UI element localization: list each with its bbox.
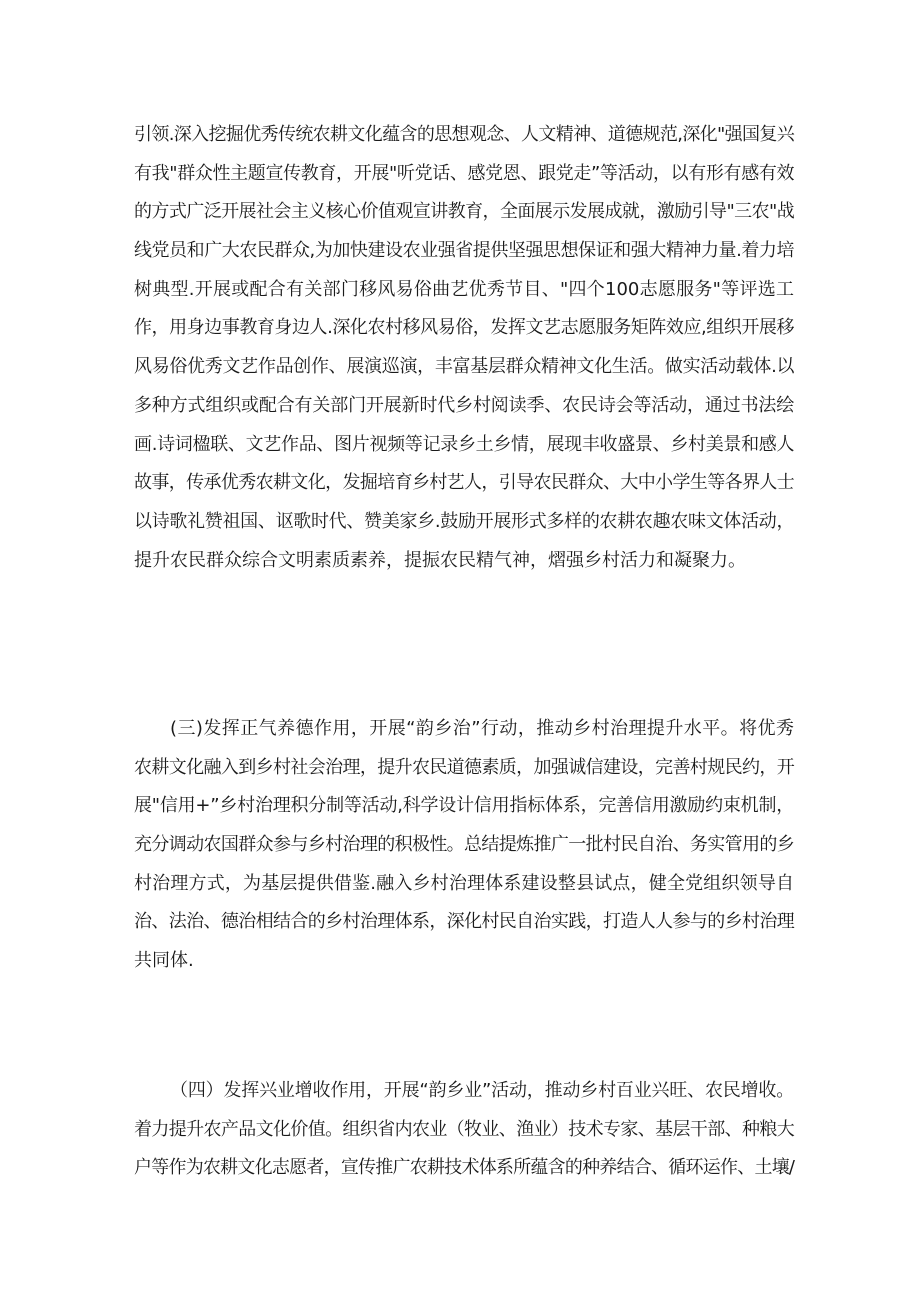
text-line: 农耕文化融入到乡村社会治理，提升农民道德素质，加强诚信建设，完善村规民约，开	[134, 756, 794, 778]
text-line: 共同体.	[134, 950, 194, 972]
text-line: 画.诗词楹联、文艺作品、图片视频等记录乡土乡情，展现丰收盛景、乡村美景和感人	[134, 433, 794, 455]
text-line: 引领.深入挖掘优秀传统农耕文化蕴含的思想观念、人文精神、道德规范,深化"强国复兴	[134, 124, 794, 145]
text-line: 有我"群众性主题宣传教育，开展"听党话、感党恩、跟党走”等活动，以有形有感有效	[134, 162, 794, 184]
text-line: 户等作为农耕文化志愿者，宣传推广农耕技术体系所蕴含的种养结合、循环运作、土壤/	[134, 1157, 794, 1179]
text-line: 展"信用+”乡村治理积分制等活动,科学设计信用指标体系，完善信用激励约束机制，	[134, 795, 794, 817]
section-heading-line: （四）发挥兴业增收作用，开展“韵乡业”活动，推动乡村百业兴旺、农民增收。	[170, 1080, 794, 1101]
text-line: 着力提升农产品文化价值。组织省内农业（牧业、渔业）技术专家、基层干部、种粮大	[134, 1118, 794, 1140]
text-line: 的方式广泛开展社会主义核心价值观宣讲教育，全面展示发展成就，激励引导"三农"战	[134, 201, 794, 223]
text-line: 提升农民群众综合文明素质素养，提振农民精气神，熠强乡村活力和凝聚力。	[134, 549, 746, 571]
text-line: 风易俗优秀文艺作品创作、展演巡演，丰富基层群众精神文化生活。做实活动载体.以	[134, 356, 794, 378]
section-heading-line: (三)发挥正气养德作用，开展“韵乡治”行动，推动乡村治理提升水平。将优秀	[170, 718, 794, 739]
text-line: 多种方式组织或配合有关部门开展新时代乡村阅读季、农民诗会等活动，通过书法绘	[134, 394, 794, 416]
text-line: 充分调动农国群众参与乡村治理的积极性。总结提炼推广一批村民自治、务实管用的乡	[134, 834, 794, 856]
text-line: 治、法治、德治相结合的乡村治理体系，深化村民自治实践，打造人人参与的乡村治理	[134, 911, 794, 933]
paragraph-section-three	[134, 710, 794, 981]
text-line: 故事，传承优秀农耕文化，发掘培育乡村艺人，引导农民群众、大中小学生等各界人士	[134, 472, 794, 494]
text-line: 树典型.开展或配合有关部门移风易俗曲艺优秀节目、"四个100志愿服务"等评选工	[134, 278, 794, 300]
text-line: 村治理方式，为基层提供借鉴.融入乡村治理体系建设整县试点，健全党组织领导自	[134, 872, 794, 894]
text-line: 线党员和广大农民群众,为加快建设农业强省提供坚强思想保证和强大精神力量.着力培	[134, 240, 794, 262]
text-line: 作，用身边事教育身边人.深化农村移风易俗，发挥文艺志愿服务矩阵效应,组织开展移	[134, 317, 794, 339]
paragraph-section-four	[134, 1072, 794, 1188]
paragraph-culture-guidance	[134, 116, 794, 580]
text-line: 以诗歌礼赞祖国、讴歌时代、赞美家乡.鼓励开展形式多样的农耕农趣农味文体活动，	[134, 510, 794, 532]
